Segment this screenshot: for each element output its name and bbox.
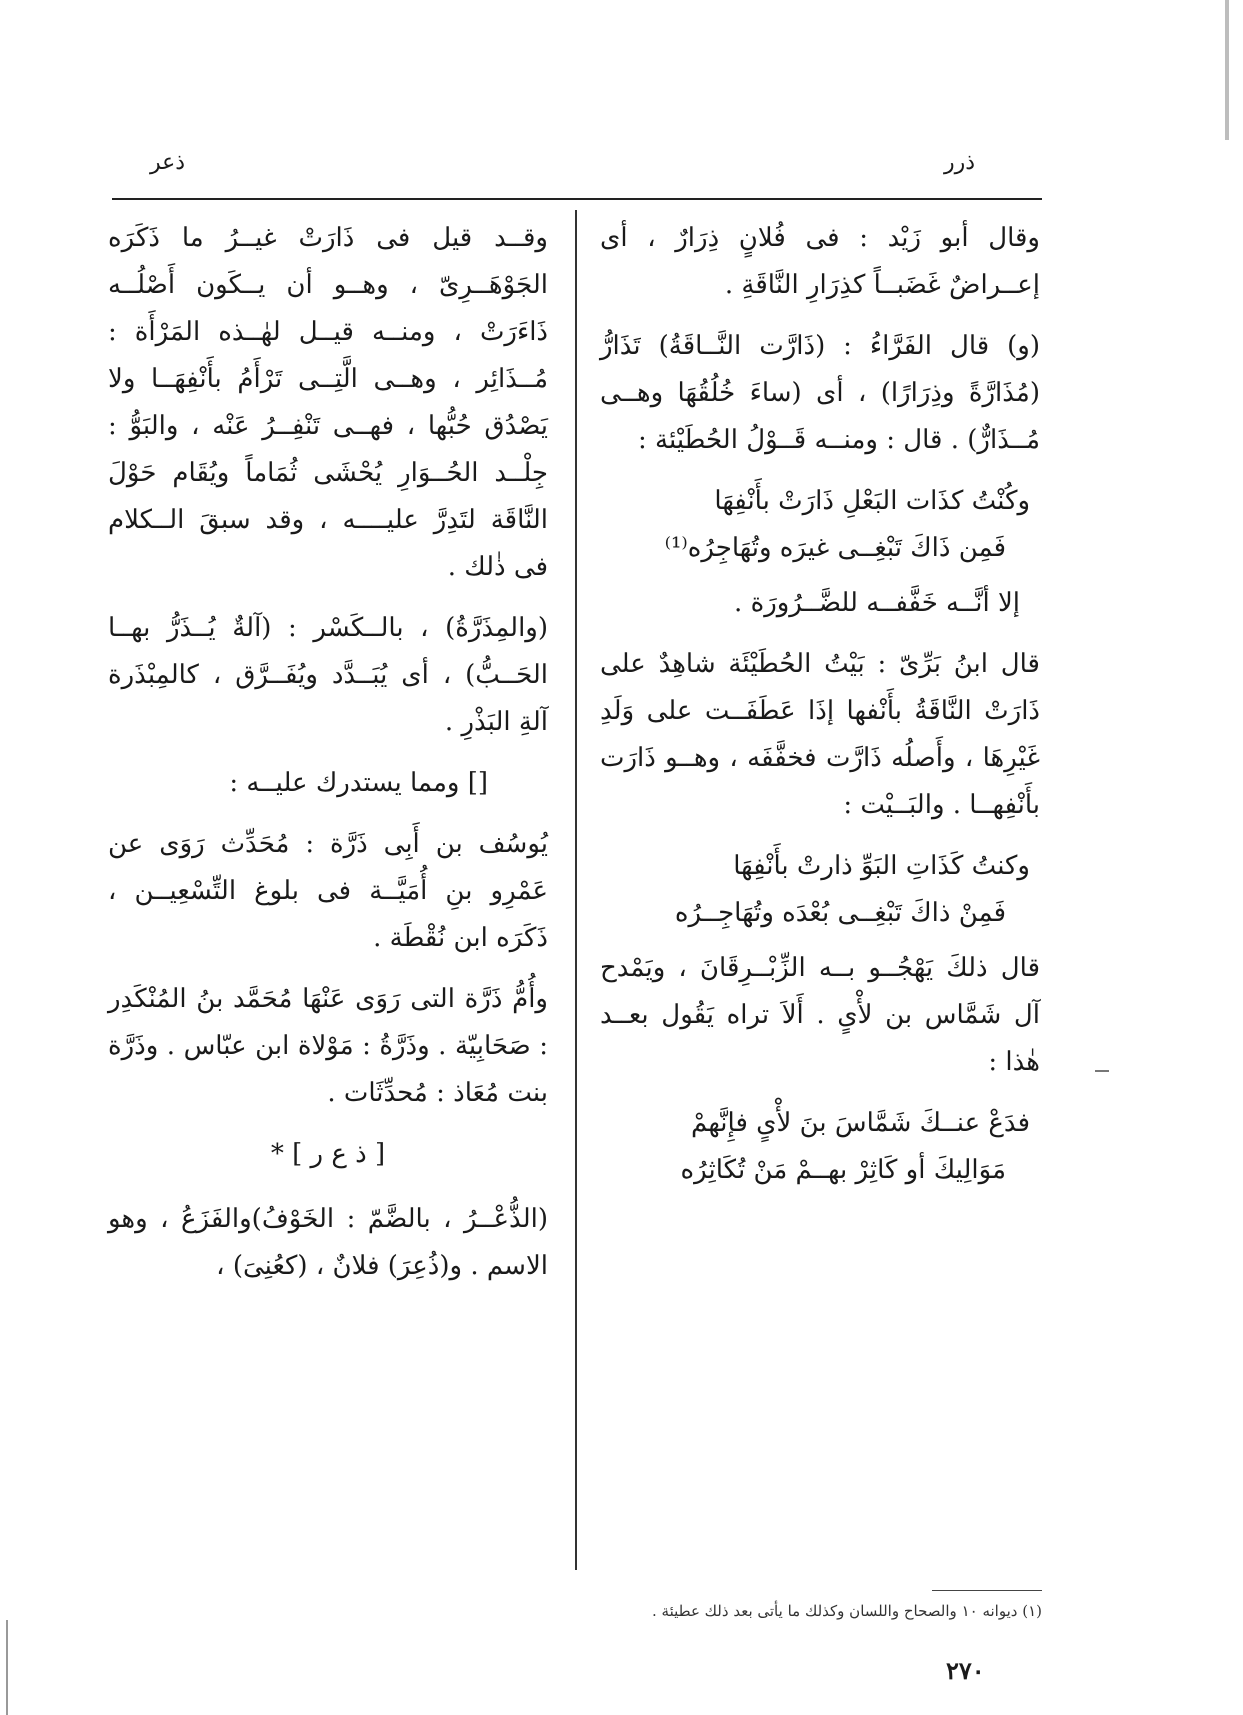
verse-line: فَمِنْ ذاكَ تَبْغِــى بُعْدَه وتُهَاجِــرُه bbox=[674, 898, 1006, 928]
margin-mark bbox=[1095, 1070, 1109, 1072]
right-column bbox=[600, 215, 1040, 1202]
paragraph: يُوسُف بن أَبِى ذَرَّة : مُحَدِّث رَوَى عن عَمْرِو بنِ أُمَيَّــة فى بلوغ التِّسْعِيــن ، ذَكَرَه ابن نُقْطَة . bbox=[108, 829, 548, 953]
paragraph: قال ذلكَ يَهْجُــو بــه الزِّبْــرِقَانَ ، ويَمْدح آل شَمَّاس بن لأْىٍ . أَلاَ تراه يَقُول بعــد هٰذا : bbox=[600, 953, 1040, 1077]
column-divider bbox=[575, 210, 577, 1570]
footnote-rule bbox=[932, 1590, 1042, 1591]
running-header-right: ذرر bbox=[944, 150, 976, 175]
paragraph: إلا أنَّــه خَفَّفــه للضَّــرُورَة . bbox=[734, 588, 1020, 618]
verse bbox=[600, 478, 1040, 572]
paragraph: (و) قال الفَرَّاءُ : (ذَارَّت النَّــاقَةُ) تَذَارُّ (مُذَارَّةً وذِرَارًا) ، أى (ساءَ خُلُقُهَا وهــى مُــذَارٌّ) . قال : ومنــه قَــوْلُ الحُطَيْئة : bbox=[600, 331, 1040, 455]
verse bbox=[600, 1100, 1040, 1194]
paragraph: وقــد قيل فى ذَارَتْ غيــرُ ما ذَكَرَه الجَوْهَــرِىّ ، وهــو أن يــكَون أَصْلُــه ذَاءَرَتْ ، ومنــه قيــل لهٰــذه المَرْأَة : مُــذَائِر ، وهــى الَّتِــى تَرْأَمُ بأَنْفِهَــا ولا يَصْدُق حُبُّها ، فهــى تَنْفِــرُ عَنْه ، والبَوُّ : جِلْــد الحُــوَارِ يُحْشَى ثُمَاماً ويُقَام حَوْلَ النَّاقَة لتَدِرَّ عليــــه ، وقد سبقَ الــكلام فى ذٰلك . bbox=[108, 223, 548, 582]
scan-edge-shadow bbox=[1225, 0, 1229, 140]
verse-line: وكُنْتُ كذَات البَعْلِ ذَارَتْ بأَنْفِهَا bbox=[714, 486, 1030, 516]
paragraph: قال ابنُ بَرِّىّ : بَيْتُ الحُطَيْئَة شاهِدٌ على ذَارَتْ النَّاقَةُ بأَنْفها إذَا عَطَفَــت على وَلَدِ غَيْرِهَا ، وأَصلُه ذَارَّت فخفَّفَه ، وهــو ذَارَت بأَنْفِهــا . والبَــيْت : bbox=[600, 649, 1040, 820]
verse-line: مَوَالِيكَ أو كَاثِرْ بهــمْ مَنْ تُكَاثِرُه bbox=[680, 1155, 1006, 1185]
entry-heading: [ ذ ع ر ] * bbox=[270, 1139, 386, 1169]
footnote: (١) ديوانه ١٠ والصحاح واللسان وكذلك ما يأتى بعد ذلك عطيئة . bbox=[652, 1602, 1042, 1620]
left-column bbox=[108, 215, 548, 1304]
verse-line: وكنتُ كَذَاتِ البَوِّ ذارتْ بأَنْفِهَا bbox=[733, 851, 1030, 881]
page-number: ٢٧٠ bbox=[946, 1656, 985, 1685]
paragraph: (الذُّعْــرُ ، بالضَّمّ : الخَوْفُ)والفَزَعُ ، وهو الاسم . و(ذُعِرَ) فلانٌ ، (كعُنِىَ) ، bbox=[108, 1204, 548, 1281]
paragraph: وأُمُّ ذَرَّة التى رَوَى عَنْهَا مُحَمَّد بنُ المُنْكَدِر : صَحَابِيّة . وذَرَّةُ : مَوْلاة ابن عبّاس . وذَرَّة بنت مُعَاذ : مُحدِّثَات . bbox=[108, 984, 548, 1108]
header-rule bbox=[112, 198, 1042, 200]
paragraph: (والمِذَرَّةُ) ، بالــكَسْر : (آلةٌ يُــذَرُّ بهــا الحَــبُّ) ، أى يُبَــدَّد ويُفَــرَّق ، كالمِبْذَرة آلةِ البَذْرِ . bbox=[108, 613, 548, 737]
paragraph: وقال أبو زَيْد : فى فُلانٍ ذِرَارٌ ، أى إعــراضٌ غَضَبــاً كذِرَارِ النَّاقَةِ . bbox=[600, 223, 1040, 300]
running-header-left: ذعر bbox=[150, 150, 186, 175]
verse-line: فَمِن ذَاكَ تَبْغِــى غيرَه وتُهَاجِرُه⁽¹⁾ bbox=[664, 533, 1006, 563]
paragraph: [] ومما يستدرك عليــه : bbox=[229, 768, 488, 798]
verse bbox=[600, 843, 1040, 937]
verse-line: فدَعْ عنــكَ شَمَّاسَ بنَ لأْىٍ فإِنَّهمْ bbox=[691, 1108, 1030, 1138]
scan-edge-line bbox=[6, 1620, 8, 1715]
